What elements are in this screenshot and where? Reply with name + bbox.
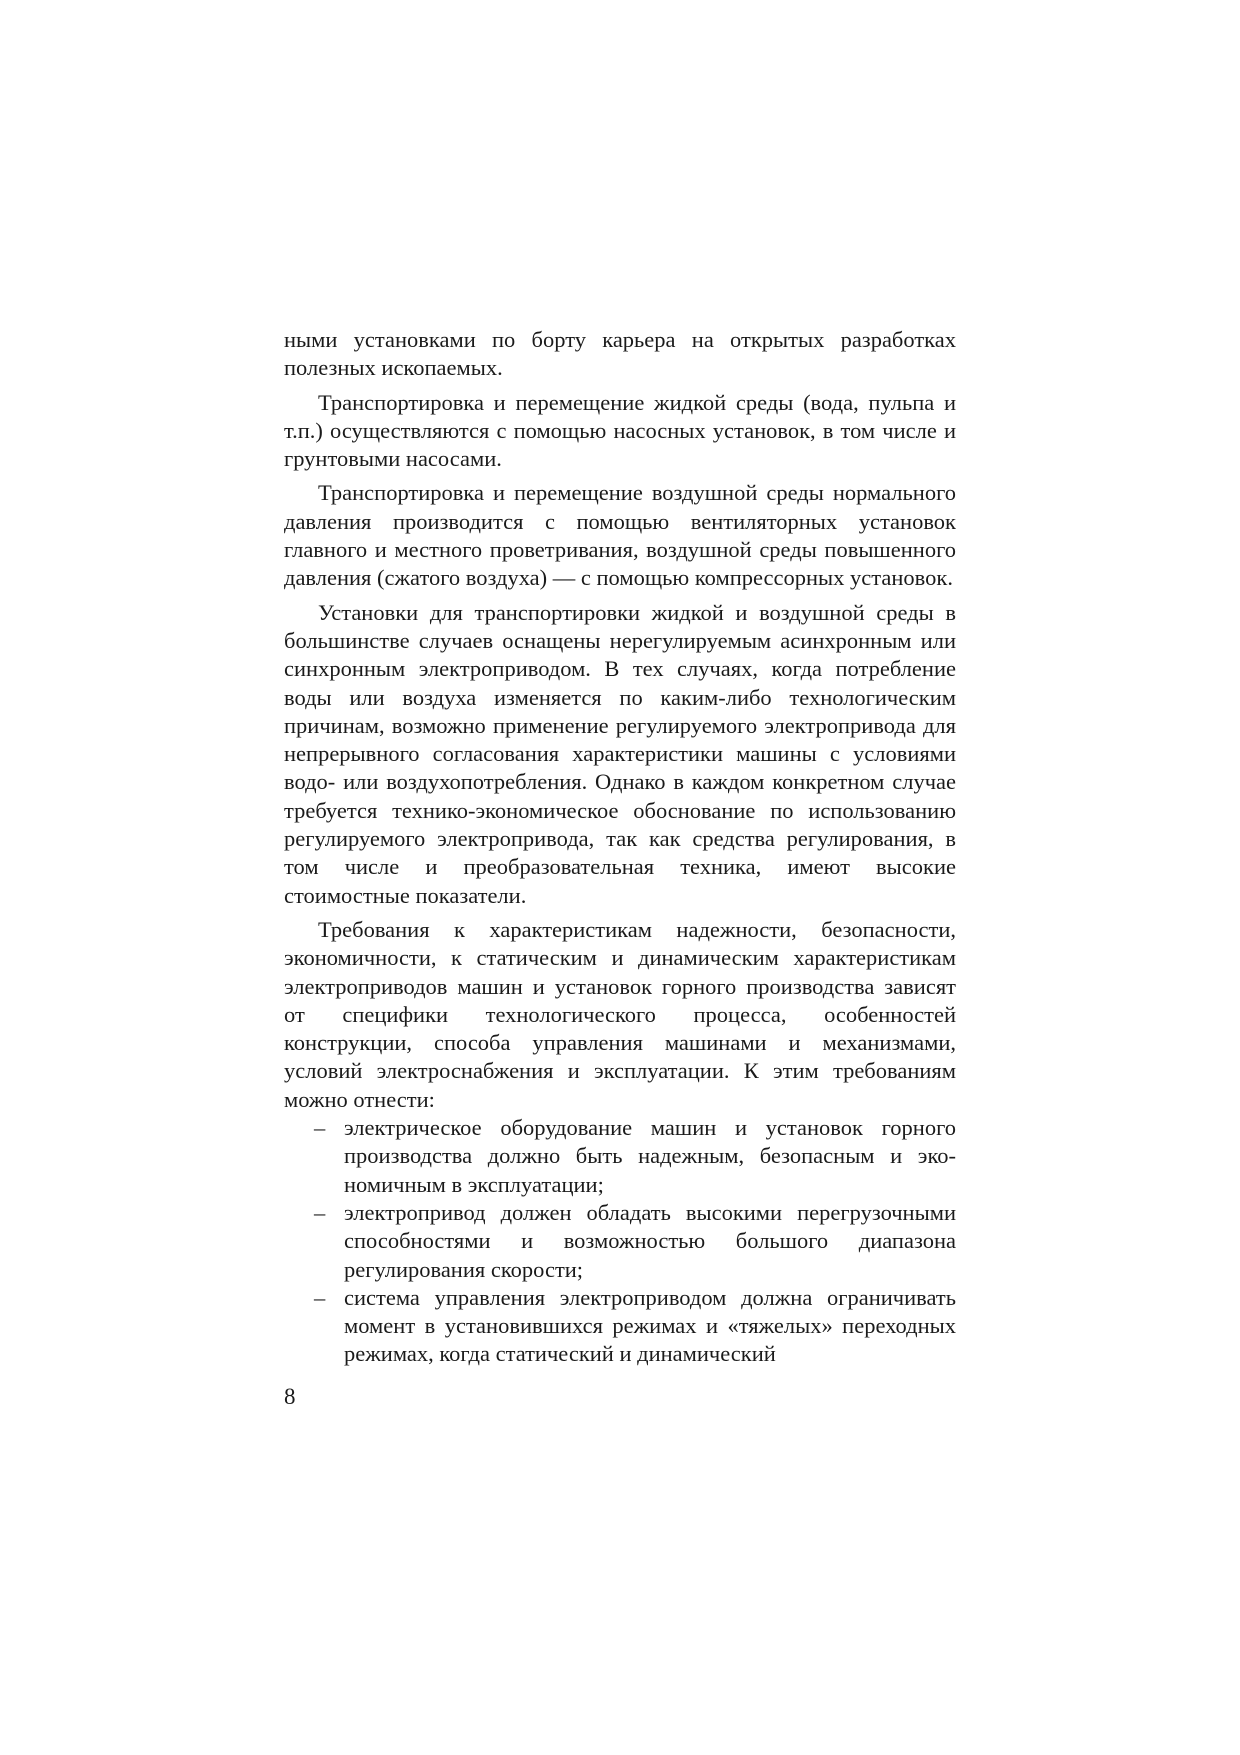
requirements-list: [284, 1114, 956, 1369]
paragraph-continued: ными установками по борту карьера на открытых разработках полезных ископаемых.: [284, 327, 956, 381]
paragraph-liquid-transport: Транспортировка и перемещение жидкой среды (вода, пульпа и т.п.) осуществляются с помощью насосных установок, в том числе и грунтовыми насосами.: [284, 389, 956, 472]
list-item: [284, 1284, 956, 1369]
bullet-dash: –: [314, 1199, 326, 1225]
list-item-text: электрическое оборудование машин и установок горного производства должно быть надежным, безопасным и экономичным в эксплуатации;: [344, 1115, 956, 1197]
paragraph-air-transport: Транспортировка и перемещение воздушной среды нормального давления производится с помощью вентиляторных установок главного и местного проветривания, воздушной среды повышенного давления (сжатого воздуха) — с помощью компрессорных установок.: [284, 480, 956, 591]
page-number: 8: [284, 1384, 296, 1409]
bullet-dash: –: [314, 1284, 326, 1310]
page-body: [284, 326, 956, 1369]
paragraph-requirements: Требования к характеристикам надежности, безопасности, экономичности, к статическим и динамическим характеристикам электроприводов машин и установок горного производства зависят от специфики технологического процесса, особенностей конструкции, способа управления машинами и механизмами, условий электроснабжения и эксплуатации. К этим требованиям можно отнести:: [284, 916, 956, 1112]
paragraph-drive-regulation: Установки для транспортировки жидкой и воздушной среды в большинстве случаев оснащены нерегулируемым асинхронным или синхронным электроприводом. В тех случаях, когда потребление воды или воздуха изменяется по каким-либо технологическим причинам, возможно применение регулируемого электропривода для непрерывного согласования характеристики машины с условиями водо- или воздухопотребления. Однако в каждом конкретном случае требуется технико-экономическое обоснование по использованию регулируемого электропривода, так как средства регулирования, в том числе и преобразовательная техника, имеют высокие стоимостные показатели.: [284, 599, 956, 908]
list-item: [284, 1199, 956, 1284]
bullet-dash: –: [314, 1115, 326, 1141]
list-item-text: электропривод должен обладать высокими перегрузочными способностями и возможностью большого диапазона регулирования скорости;: [344, 1199, 956, 1282]
list-item-text: система управления электроприводом должна ограничивать момент в установившихся режимах и «тяжелых» переходных режимах, когда статический и динамический: [344, 1284, 956, 1367]
list-item: [284, 1114, 956, 1199]
